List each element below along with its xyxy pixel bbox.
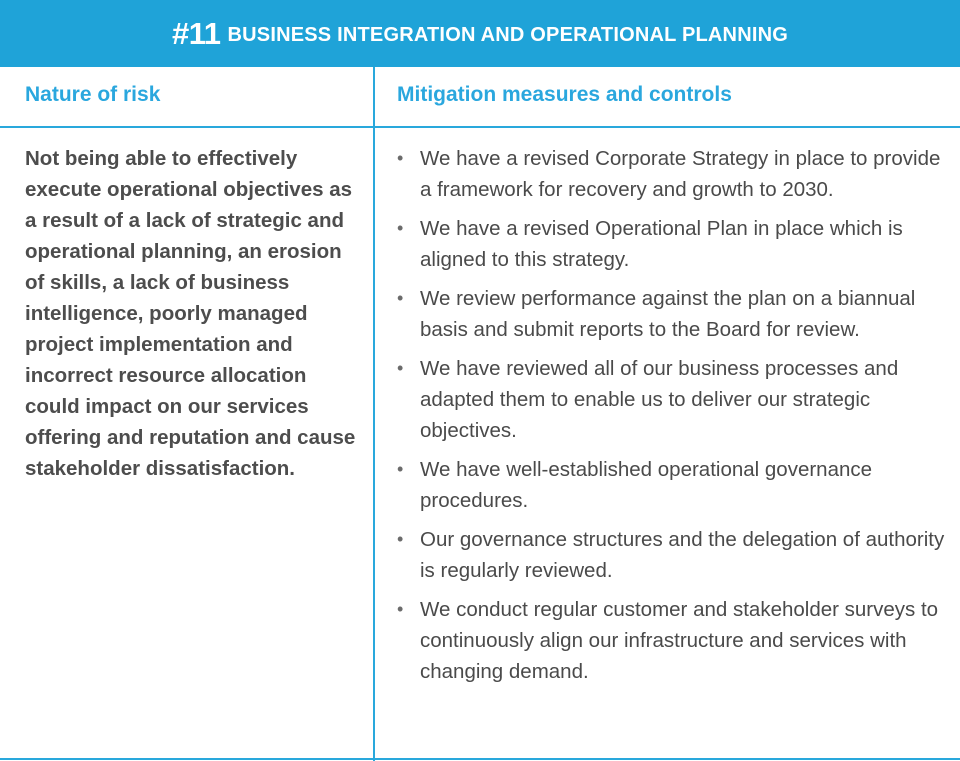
list-item — [397, 524, 947, 586]
mitigation-text: We conduct regular customer and stakeholder surveys to continuously align our infrastructure and services with changing demand. — [420, 598, 939, 683]
risk-description: Not being able to effectively execute operational objectives as a result of a lack of strategic and operational planning, an erosion of skills, a lack of business intelligence, poorly managed project implementation and incorrect resource allocation could impact on our services offering and reputation and cause stakeholder dissatisfaction. — [25, 147, 356, 480]
bullet-icon: • — [397, 459, 404, 479]
mitigation-text: Our governance structures and the delegation of authority is regularly reviewed. — [420, 528, 945, 582]
mitigation-text: We have a revised Corporate Strategy in place to provide a framework for recovery and growth to 2030. — [420, 147, 941, 201]
list-item — [397, 213, 947, 275]
mitigation-text: We have reviewed all of our business processes and adapted them to enable us to deliver our strategic objectives. — [420, 357, 899, 442]
bullet-icon: • — [397, 148, 404, 168]
mitigation-text: We have a revised Operational Plan in place which is aligned to this strategy. — [420, 217, 903, 271]
mitigation-list — [397, 143, 947, 695]
bullet-icon: • — [397, 288, 404, 308]
bullet-icon: • — [397, 529, 404, 549]
mitigation-heading: Mitigation measures and controls — [397, 83, 732, 106]
bullet-icon: • — [397, 358, 404, 378]
list-item — [397, 283, 947, 345]
table-bottom-border — [0, 758, 960, 760]
header-row-divider — [0, 126, 960, 128]
mitigation-text: We review performance against the plan on a biannual basis and submit reports to the Board for review. — [420, 287, 916, 341]
column-divider — [373, 67, 375, 761]
mitigation-text: We have well-established operational governance procedures. — [420, 458, 873, 512]
bullet-icon: • — [397, 218, 404, 238]
nature-of-risk-heading: Nature of risk — [25, 83, 161, 106]
list-item — [397, 353, 947, 446]
risk-number: #11 — [171, 15, 221, 51]
list-item — [397, 454, 947, 516]
bullet-icon: • — [397, 599, 404, 619]
list-item — [397, 143, 947, 205]
risk-title: BUSINESS INTEGRATION AND OPERATIONAL PLANNING — [227, 24, 789, 46]
table-header-bar — [0, 0, 960, 67]
list-item — [397, 594, 947, 687]
